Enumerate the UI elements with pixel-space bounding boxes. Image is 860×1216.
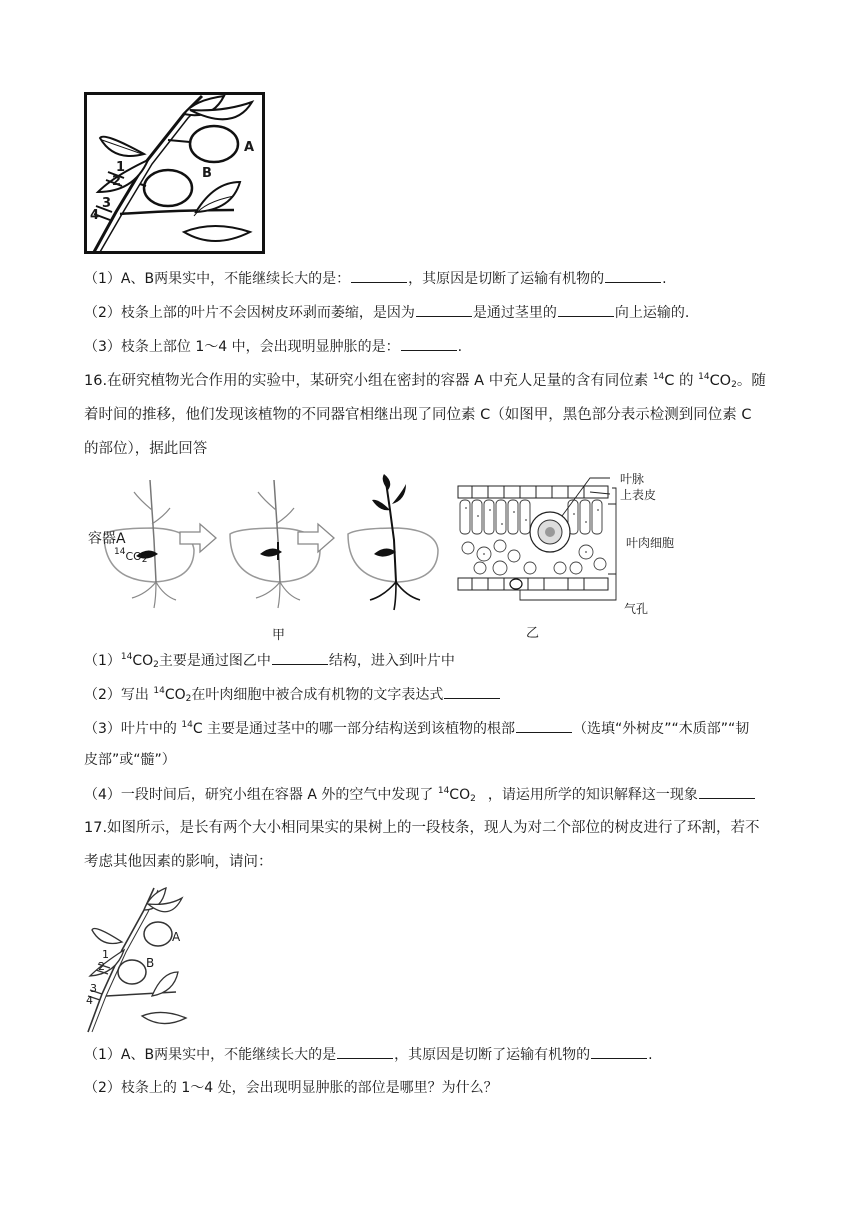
fig1-label-4: 4	[90, 208, 100, 223]
answer-blank[interactable]	[401, 336, 457, 351]
q16-1-mid: 主要是通过图乙中	[158, 653, 271, 669]
answer-blank[interactable]	[516, 718, 572, 733]
co2-text: CO	[164, 687, 186, 703]
answer-blank[interactable]	[699, 784, 755, 799]
q16-line-3-cont: 皮部”或“髓”）	[84, 752, 176, 768]
subscript: 2	[141, 555, 148, 565]
q17-1-prefix: （1）A、B两果实中，不能继续长大的是	[84, 1047, 337, 1063]
answer-blank[interactable]	[591, 1044, 647, 1059]
subscript: 2	[153, 660, 159, 670]
q16-3-text: C 主要是通过茎中的哪一部分结构送到该植物的根部	[192, 721, 516, 737]
branch-drawing-1	[84, 92, 265, 254]
figure-jia-drawing	[84, 470, 444, 620]
q16-1-suffix: 结构，进入到叶片中	[328, 653, 455, 669]
isotope-superscript: 14	[120, 652, 133, 662]
callout-upper-epidermis: 上表皮	[620, 488, 657, 502]
fig1-label-1: 1	[116, 160, 126, 175]
q17-line-2: （2）枝条上的 1～4 处，会出现明显肿胀的部位是哪里？为什么？	[84, 1080, 498, 1096]
fig2-label-4: 4	[86, 994, 93, 1007]
figure-jia	[84, 470, 444, 643]
answer-blank[interactable]	[558, 302, 614, 317]
q17-1-mid: ，其原因是切断了运输有机物的	[394, 1047, 591, 1063]
q16-3-suffix: （选填“外树皮”“木质部”“韧	[573, 721, 750, 737]
answer-blank[interactable]	[272, 650, 328, 665]
q16-2-suffix: 在叶肉细胞中被合成有机物的文字表达式	[191, 687, 444, 703]
fig2-label-2: 2	[98, 960, 105, 973]
isotope-superscript: 14	[114, 547, 126, 557]
q17-heading-line-2: 考虑其他因素的影响，请问：	[84, 854, 273, 870]
q16-2-prefix: （2）写出	[84, 687, 154, 703]
q16-head-text: 16.在研究植物光合作用的实验中，某研究小组在密封的容器 A 中充人足量的含有同位素	[84, 373, 653, 389]
q16-heading-line-2: 着时间的推移，他们发现该植物的不同器官相继出现了同位素 C（如图甲，黑色部分表示检测到同位素 C	[84, 407, 752, 423]
q16-line-4	[84, 784, 756, 805]
q17-1-suffix: .	[648, 1047, 653, 1063]
q16-line-3	[84, 718, 749, 739]
co2-text: CO	[125, 550, 142, 563]
answer-blank[interactable]	[444, 684, 500, 699]
figure-yi	[450, 468, 690, 641]
isotope-superscript: 14	[437, 786, 450, 796]
co2-label	[114, 547, 148, 565]
answer-blank[interactable]	[351, 268, 407, 283]
fig1-label-2: 2	[112, 174, 122, 189]
subscript: 2	[731, 380, 737, 390]
q15-line-3	[84, 336, 462, 357]
callout-stoma: 气孔	[624, 602, 649, 616]
q16-heading-line-1	[84, 371, 766, 391]
q15-line-2	[84, 302, 689, 323]
branch-figure-2	[82, 884, 192, 1034]
q16-line-1	[84, 650, 455, 671]
q16-line-2	[84, 684, 501, 705]
q16-head-text: C 的	[664, 373, 699, 389]
answer-blank[interactable]	[337, 1044, 393, 1059]
answer-blank[interactable]	[416, 302, 472, 317]
figure-yi-caption: 乙	[526, 626, 540, 641]
figure-jia-caption: 甲	[272, 628, 286, 643]
q15-2-prefix: （2）枝条上部的叶片不会因树皮环剥而萎缩，是因为	[84, 305, 415, 321]
q16-heading-line-3: 的部位），据此回答	[84, 441, 208, 457]
branch-figure-1	[84, 92, 265, 254]
callout-mesophyll: 叶肉细胞	[626, 536, 675, 550]
co2-text: CO	[132, 653, 154, 669]
q15-1-prefix: （1）A、B两果实中，不能继续长大的是：	[84, 271, 351, 287]
co2-text: CO	[449, 787, 471, 803]
q17-line-1	[84, 1044, 653, 1065]
q15-2-suffix: 向上运输的.	[614, 305, 690, 321]
q16-1-prefix: （1）	[84, 653, 121, 669]
fig2-label-a: A	[172, 930, 181, 944]
q16-head-text: CO	[709, 373, 732, 389]
container-a-label: 容器A	[88, 531, 126, 547]
q17-heading-line-1: 17.如图所示，是长有两个大小相同果实的果树上的一段枝条，现人为对二个部位的树皮进行了环割，若不	[84, 820, 760, 836]
fig2-label-b: B	[146, 956, 155, 970]
q16-4-prefix: （4）一段时间后，研究小组在容器 A 外的空气中发现了	[84, 787, 438, 803]
answer-blank[interactable]	[605, 268, 661, 283]
callout-vein: 叶脉	[620, 472, 645, 486]
isotope-superscript: 14	[153, 686, 165, 696]
q16-head-text: 。随	[736, 373, 766, 389]
q16-4-suffix: ，请运用所学的知识解释这一现象	[487, 787, 698, 803]
branch-drawing-2	[82, 884, 192, 1034]
fig1-label-a: A	[244, 140, 255, 155]
q15-line-1	[84, 268, 667, 289]
q15-1-mid: ，其原因是切断了运输有机物的	[408, 271, 605, 287]
q15-2-mid: 是通过茎里的	[472, 305, 557, 321]
q15-1-suffix: .	[662, 271, 667, 287]
q15-3-suffix: .	[457, 339, 463, 355]
isotope-superscript: 14	[652, 372, 665, 382]
q16-3-prefix: （3）叶片中的	[84, 721, 182, 737]
isotope-superscript: 14	[181, 720, 193, 730]
fig2-label-1: 1	[102, 948, 109, 961]
fig2-label-3: 3	[90, 982, 97, 995]
isotope-superscript: 14	[698, 372, 710, 382]
subscript: 2	[470, 794, 476, 804]
q15-3-prefix: （3）枝条上部位 1～4 中，会出现明显肿胀的是：	[84, 339, 400, 355]
fig1-label-b: B	[202, 166, 212, 181]
subscript: 2	[185, 694, 192, 704]
fig1-label-3: 3	[102, 196, 112, 211]
